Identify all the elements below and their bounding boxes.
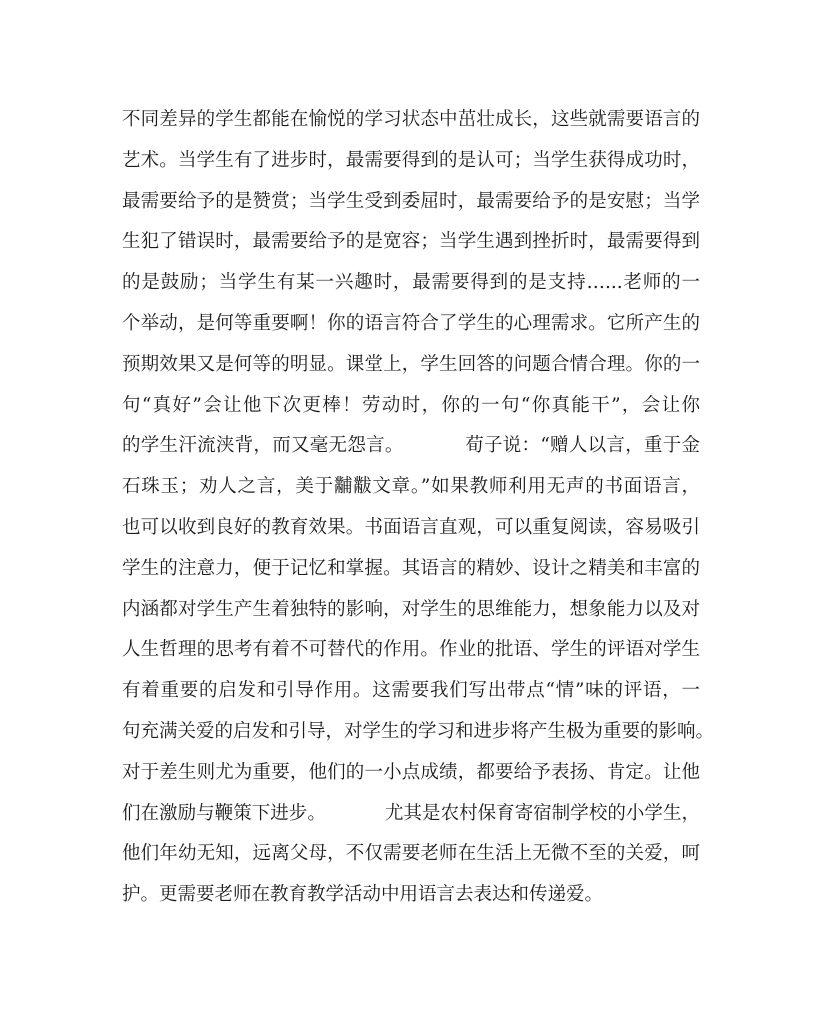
text-line: 生犯了错误时，最需要给予的是宽容；当学生遇到挫折时，最需要得到 xyxy=(122,231,700,253)
text-line: 不同差异的学生都能在愉悦的学习状态中茁壮成长，这些就需要语言的 xyxy=(122,109,700,130)
text-line: 对于差生则尤为重要，他们的一小点成绩，都要给予表扬、肯定。让他 xyxy=(122,761,700,783)
text-line: 句充满关爱的启发和引导，对学生的学习和进步将产生极为重要的影响。 xyxy=(122,720,715,742)
text-line: 艺术。当学生有了进步时，最需要得到的是认可；当学生获得成功时， xyxy=(122,149,700,171)
text-line: 有着重要的启发和引导作用。这需要我们写出带点“情”味的评语，一 xyxy=(122,680,700,702)
text-line: 护。更需要老师在教育教学活动中用语言去表达和传递爱。 xyxy=(122,884,604,906)
text-line: 个举动，是何等重要啊！你的语言符合了学生的心理需求。它所产生的 xyxy=(122,312,700,334)
text-line: 人生哲理的思考有着不可替代的作用。作业的批语、学生的评语对学生 xyxy=(122,639,700,661)
text-line: 预期效果又是何等的明显。课堂上，学生回答的问题合情合理。你的一 xyxy=(122,353,700,375)
body-paragraph xyxy=(122,100,715,916)
text-line: 学生的注意力，便于记忆和掌握。其语言的精妙、设计之精美和丰富的 xyxy=(122,557,700,579)
text-line: 也可以收到良好的教育效果。书面语言直观，可以重复阅读，容易吸引 xyxy=(122,516,700,538)
text-line: 最需要给予的是赞赏；当学生受到委屈时，最需要给予的是安慰；当学 xyxy=(122,190,700,212)
text-line: 句“真好”会让他下次更棒！劳动时，你的一句“你真能干”，会让你 xyxy=(122,394,700,416)
text-line: 石珠玉；劝人之言，美于黼黻文章。”如果教师利用无声的书面语言， xyxy=(122,476,700,498)
text-line: 内涵都对学生产生着独特的影响，对学生的思维能力，想象能力以及对 xyxy=(122,598,700,620)
text-line: 们在激励与鞭策下进步。 尤其是农村保育寄宿制学校的小学生， xyxy=(122,802,700,824)
text-line: 的学生汗流浃背，而又毫无怨言。 荀子说：“赠人以言，重于金 xyxy=(122,435,700,457)
text-line: 他们年幼无知，远离父母，不仅需要老师在生活上无微不至的关爱，呵 xyxy=(122,843,700,865)
text-line: 的是鼓励；当学生有某一兴趣时，最需要得到的是支持…...老师的一 xyxy=(122,272,700,294)
